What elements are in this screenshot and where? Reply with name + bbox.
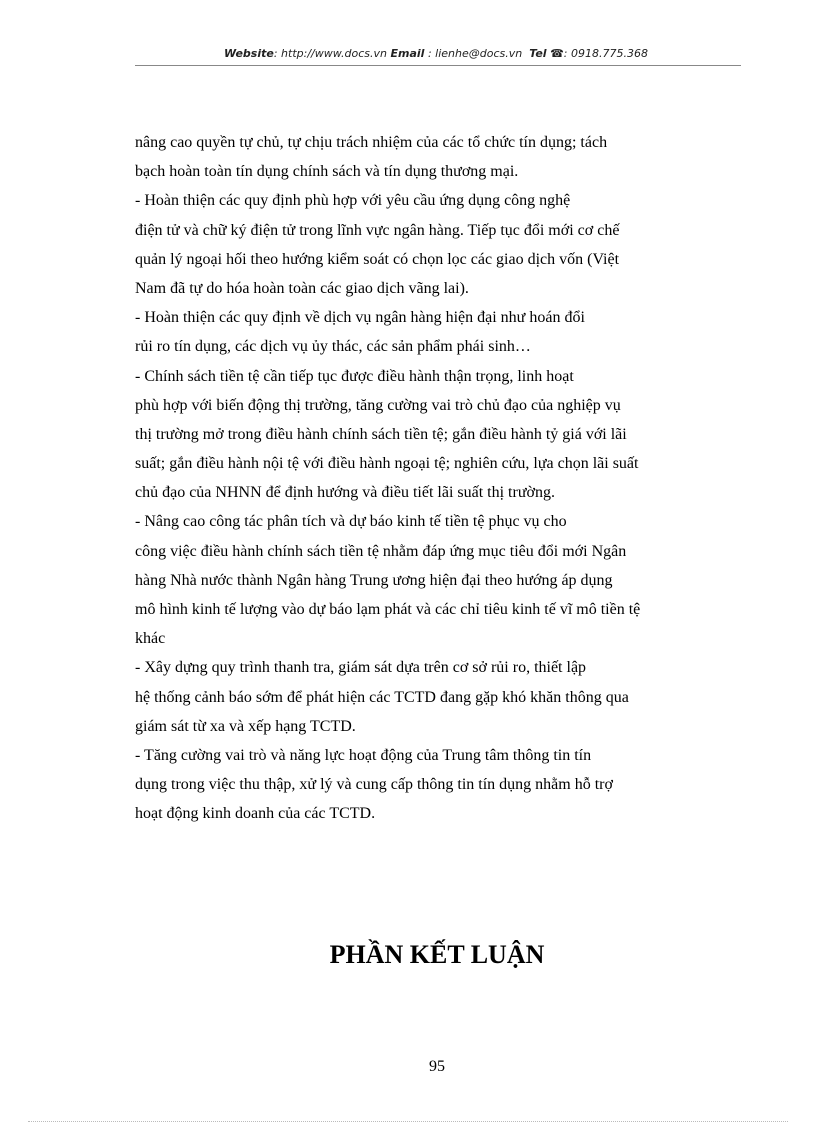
website-label: Website [224, 47, 274, 60]
body-line: hàng Nhà nước thành Ngân hàng Trung ương hiện đại theo hướng áp dụng [135, 571, 613, 589]
body-line: - Hoàn thiện các quy định về dịch vụ ngân hàng hiện đại như hoán đổi [135, 309, 585, 327]
header-divider [135, 65, 741, 66]
body-line: hoạt động kinh doanh của các TCTD. [135, 805, 376, 823]
body-line: - Hoàn thiện các quy định phù hợp với yêu cầu ứng dụng công nghệ [135, 192, 571, 210]
body-line: nâng cao quyền tự chủ, tự chịu trách nhiệm của các tổ chức tín dụng; tách [135, 134, 608, 151]
body-line: mô hình kinh tế lượng vào dự báo lạm phát và các chỉ tiêu kinh tế vĩ mô tiền tệ [135, 601, 641, 618]
email-label: Email [390, 47, 425, 60]
footer-divider [28, 1121, 788, 1122]
body-line: - Xây dựng quy trình thanh tra, giám sát dựa trên cơ sở rủi ro, thiết lập [135, 659, 587, 677]
email-address[interactable]: : lienhe@docs.vn [424, 47, 523, 60]
page-header [130, 47, 742, 60]
body-line: dụng trong việc thu thập, xử lý và cung cấp thông tin tín dụng nhằm hỗ trợ [135, 776, 613, 794]
body-line: hệ thống cảnh báo sớm để phát hiện các TCTD đang gặp khó khăn thông qua [135, 688, 629, 706]
body-line: - Tăng cường vai trò và năng lực hoạt động của Trung tâm thông tin tín [135, 746, 592, 764]
body-line: - Nâng cao công tác phân tích và dự báo kinh tế tiền tệ phục vụ cho [135, 513, 567, 531]
phone-icon: ☎ [550, 47, 564, 60]
body-line: rủi ro tín dụng, các dịch vụ ủy thác, các sản phẩm phái sinh… [135, 338, 531, 356]
body-line: điện tử và chữ ký điện tử trong lĩnh vực ngân hàng. Tiếp tục đổi mới cơ chế [135, 221, 620, 239]
tel-number: : 0918.775.368 [563, 47, 648, 60]
body-line: giám sát từ xa và xếp hạng TCTD. [135, 717, 356, 735]
body-line: Nam đã tự do hóa hoàn toàn các giao dịch vãng lai). [135, 279, 469, 297]
document-body [135, 128, 735, 829]
body-line: bạch hoàn toàn tín dụng chính sách và tín dụng thương mại. [135, 163, 519, 181]
body-line: công việc điều hành chính sách tiền tệ nhằm đáp ứng mục tiêu đổi mới Ngân [135, 542, 627, 560]
tel-label: Tel [529, 47, 547, 60]
body-line: phù hợp với biến động thị trường, tăng cường vai trò chủ đạo của nghiệp vụ [135, 396, 621, 414]
body-line: quản lý ngoại hối theo hướng kiểm soát có chọn lọc các giao dịch vốn (Việt [135, 250, 620, 268]
body-line: khác [135, 630, 166, 648]
body-line: thị trường mở trong điều hành chính sách tiền tệ; gắn điều hành tỷ giá với lãi [135, 425, 627, 443]
body-line: suất; gắn điều hành nội tệ với điều hành ngoại tệ; nghiên cứu, lựa chọn lãi suất [135, 455, 639, 473]
body-line: chủ đạo của NHNN để định hướng và điều tiết lãi suất thị trường. [135, 484, 555, 502]
body-line: - Chính sách tiền tệ cần tiếp tục được điều hành thận trọng, linh hoạt [135, 367, 574, 385]
section-title: PHẦN KẾT LUẬN [329, 940, 545, 969]
website-url[interactable]: : http://www.docs.vn [273, 47, 388, 60]
page-number: 95 [429, 1058, 445, 1075]
